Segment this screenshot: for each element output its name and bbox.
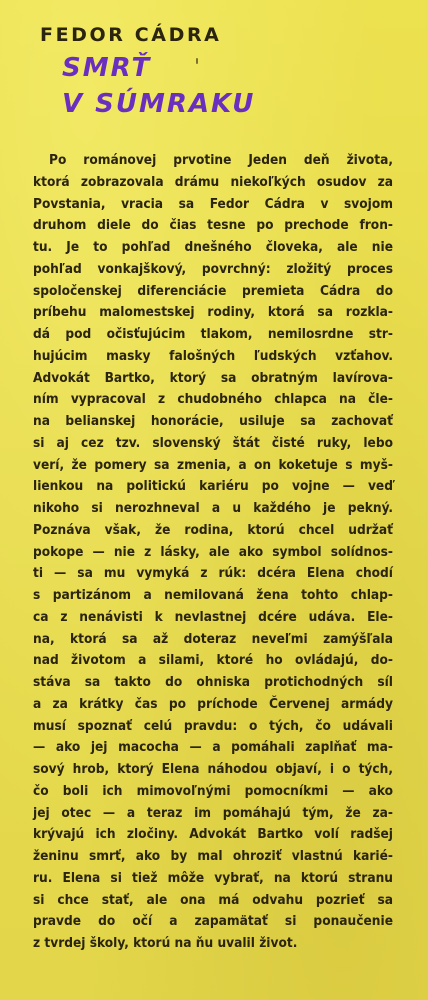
blurb-line: pohľad vonkajškový, povrchný: zložitý proces xyxy=(33,260,393,277)
blurb-line: Advokát Bartko, ktorý sa obratným lavírova- xyxy=(33,369,393,386)
blurb-line: na belianskej honorácie, usiluje sa zachovať xyxy=(33,413,393,429)
blurb-line: ru. Elena si tiež môže vybrať, na ktorú stranu xyxy=(33,869,393,886)
book-title-line-1: SMRŤ xyxy=(62,53,152,83)
blurb-line: ti — sa mu vymyká z rúk: dcéra Elena chodí xyxy=(33,565,393,582)
blurb-line: a za krátky čas po príchode Červenej armády xyxy=(33,695,393,712)
blurb-line: ktorá zobrazovala drámu niekoľkých osudov za xyxy=(33,173,393,190)
blurb-line: jej otec — a teraz im pomáhajú tým, že za- xyxy=(33,804,393,821)
blurb-text xyxy=(33,150,393,955)
blurb-line: spoločenskej diferenciácie premieta Cádra do xyxy=(33,282,393,299)
author-name: FEDOR CÁDRA xyxy=(40,24,222,46)
blurb-line: dá pod očisťujúcim tlakom, nemilosrdne str- xyxy=(33,326,393,342)
blurb-line: Po románovej prvotine Jeden deň života, xyxy=(49,152,393,168)
blurb-line: sový hrob, ktorý Elena náhodou objaví, i o tých, xyxy=(33,761,393,777)
blurb-line: ženinu smrť, ako by mal ohroziť vlastnú karié- xyxy=(33,848,393,864)
book-title-line-2: V SÚMRAKU xyxy=(62,89,256,119)
blurb-line: príbehu malomestskej rodiny, ktorá sa rozkla- xyxy=(33,304,393,321)
book-title xyxy=(62,50,255,122)
blurb-line: ca z nenávisti k nevlastnej dcére udáva. Ele- xyxy=(33,608,393,625)
blurb-line: Povstania, vracia sa Fedor Cádra v svojom xyxy=(33,195,393,212)
blurb-line: verí, že pomery sa zmenia, a on koketuje s myš- xyxy=(33,456,393,473)
blurb-line: na, ktorá sa až doteraz neveľmi zamýšľala xyxy=(33,630,393,647)
blurb-line: nikoho si nerozhneval a u každého je pekný. xyxy=(33,500,393,516)
blurb-line: pravde do očí a zapamätať si ponaučenie xyxy=(33,913,393,930)
blurb-line: tu. Je to pohľad dnešného človeka, ale nie xyxy=(33,239,393,255)
blurb-line: stáva sa takto do ohniska protichodných síl xyxy=(33,674,393,690)
blurb-line: druhom diele do čias tesne po prechode fron- xyxy=(33,217,393,234)
blurb-line: s partizánom a nemilovaná žena tohto chlap- xyxy=(33,587,393,603)
blurb-line: krývajú ich zločiny. Advokát Bartko volí radšej xyxy=(33,826,393,843)
blurb-line: hujúcim masky falošných ľudských vzťahov. xyxy=(33,347,393,364)
blurb-line: — ako jej macocha — a pomáhali zaplňať ma- xyxy=(33,739,393,756)
blurb-line: Poznáva však, že rodina, ktorú chcel udržať xyxy=(33,521,393,538)
blurb-line: z tvrdej školy, ktorú na ňu uvalil život. xyxy=(33,935,298,951)
blurb-line: čo boli ich mimovoľnými pomocníkmi — ako xyxy=(33,782,393,799)
blurb-line: ním vypracoval z chudobného chlapca na čle- xyxy=(33,391,393,408)
blurb-line: lienkou na politickú kariéru po vojne — veď xyxy=(33,478,393,495)
blurb-line: pokope — nie z lásky, ale ako symbol solídnos- xyxy=(33,543,393,560)
blurb-line: si aj cez tzv. slovenský štát čisté ruky, lebo xyxy=(33,434,393,451)
blurb-line: nad životom a silami, ktoré ho ovládajú, do- xyxy=(33,652,393,669)
blurb-line: musí spoznať celú pravdu: o tých, čo udávali xyxy=(33,717,393,734)
ink-mark xyxy=(196,58,198,64)
blurb-line: si chce stať, ale ona má odvahu pozrieť sa xyxy=(33,891,393,908)
